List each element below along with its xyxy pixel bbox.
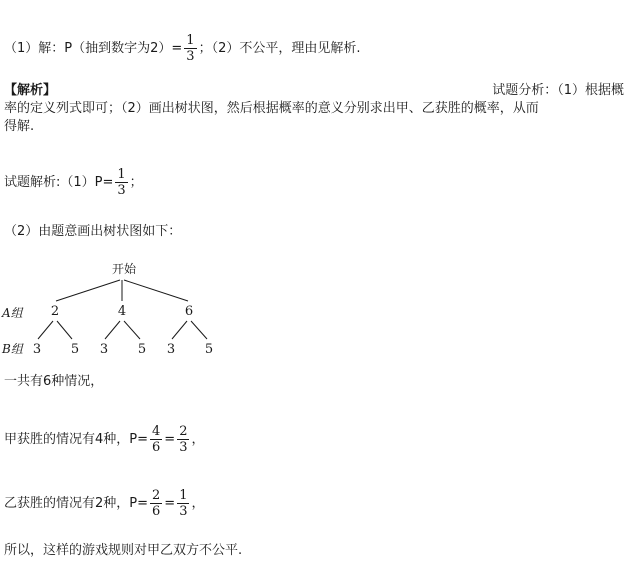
tree-b-value-5: 3	[166, 342, 176, 357]
analysis-line3: 得解.	[4, 119, 35, 134]
tree-a-value-2: 4	[117, 304, 127, 319]
solution-part2: （2）由题意画出树状图如下：	[4, 224, 182, 239]
solution-total: 一共有6种情况，	[4, 374, 104, 389]
tree-b-value-1: 3	[32, 342, 42, 357]
jia-suffix: ，	[191, 432, 205, 447]
solution-p1-suffix: ；	[129, 175, 143, 190]
analysis-line2: 率的定义列式即可；（2）画出树状图，然后根据概率的意义分别求出甲、乙获胜的概率，从而	[4, 101, 539, 116]
jia-prefix: 甲获胜的情况有4种，P=	[4, 432, 149, 447]
answer-line	[4, 33, 360, 64]
yi-f2-num: 1	[179, 488, 188, 503]
tree-a-value-3: 6	[184, 304, 194, 319]
tree-b-value-4: 5	[137, 342, 147, 357]
analysis-tag: 【解析】	[4, 83, 57, 98]
jia-f2-num: 2	[179, 424, 188, 439]
answer-fraction	[184, 33, 196, 64]
tree-b-value-3: 3	[99, 342, 109, 357]
yi-fraction-1	[150, 488, 162, 519]
yi-prefix: 乙获胜的情况有2种，P=	[4, 496, 149, 511]
tree-a-value-1: 2	[50, 304, 60, 319]
solution-conclusion: 所以，这样的游戏规则对甲乙双方不公平.	[4, 543, 243, 558]
tree-diagram	[0, 255, 240, 365]
tree-edge-a3-b5	[172, 321, 187, 339]
tree-edge-root-a1	[56, 280, 120, 301]
jia-fraction-1	[150, 424, 162, 455]
solution-intro: 试题解析:（1）P=	[4, 175, 114, 190]
tree-edge-a2-b3	[105, 321, 120, 339]
tree-b-value-6: 5	[204, 342, 214, 357]
solution-part1	[4, 167, 143, 198]
tree-b-value-2: 5	[70, 342, 80, 357]
jia-f1-num: 4	[152, 424, 161, 439]
analysis-right-text: 试题分析：（1）根据概	[492, 83, 624, 98]
tree-edge-a2-b4	[124, 321, 140, 339]
answer-fraction-den: 3	[186, 49, 195, 64]
jia-f1-den: 6	[152, 440, 161, 455]
tree-edge-a3-b6	[191, 321, 207, 339]
jia-fraction-2	[177, 424, 189, 455]
tree-edge-root-a3	[124, 280, 188, 301]
tree-root: 开始	[111, 262, 137, 276]
yi-eq: =	[164, 496, 176, 511]
answer-fraction-num: 1	[186, 33, 195, 48]
yi-fraction-2	[177, 488, 189, 519]
jia-f2-den: 3	[179, 440, 188, 455]
tree-edge-a1-b2	[57, 321, 72, 339]
answer-part1-prefix: （1）解：P（抽到数字为2）=	[4, 41, 183, 56]
tree-group-a-label: A组	[2, 306, 23, 320]
yi-suffix: ，	[191, 496, 205, 511]
tree-edge-a1-b1	[38, 321, 53, 339]
jia-eq: =	[164, 432, 176, 447]
solution-p1-fraction	[115, 167, 127, 198]
solution-yi	[4, 488, 205, 519]
answer-part1-suffix: ；（2）不公平，理由见解析.	[198, 41, 361, 56]
yi-f1-num: 2	[152, 488, 161, 503]
solution-jia	[4, 424, 205, 455]
yi-f1-den: 6	[152, 504, 161, 519]
solution-p1-num: 1	[117, 167, 126, 182]
solution-p1-den: 3	[117, 183, 126, 198]
tree-group-b-label: B组	[2, 342, 23, 356]
yi-f2-den: 3	[179, 504, 188, 519]
